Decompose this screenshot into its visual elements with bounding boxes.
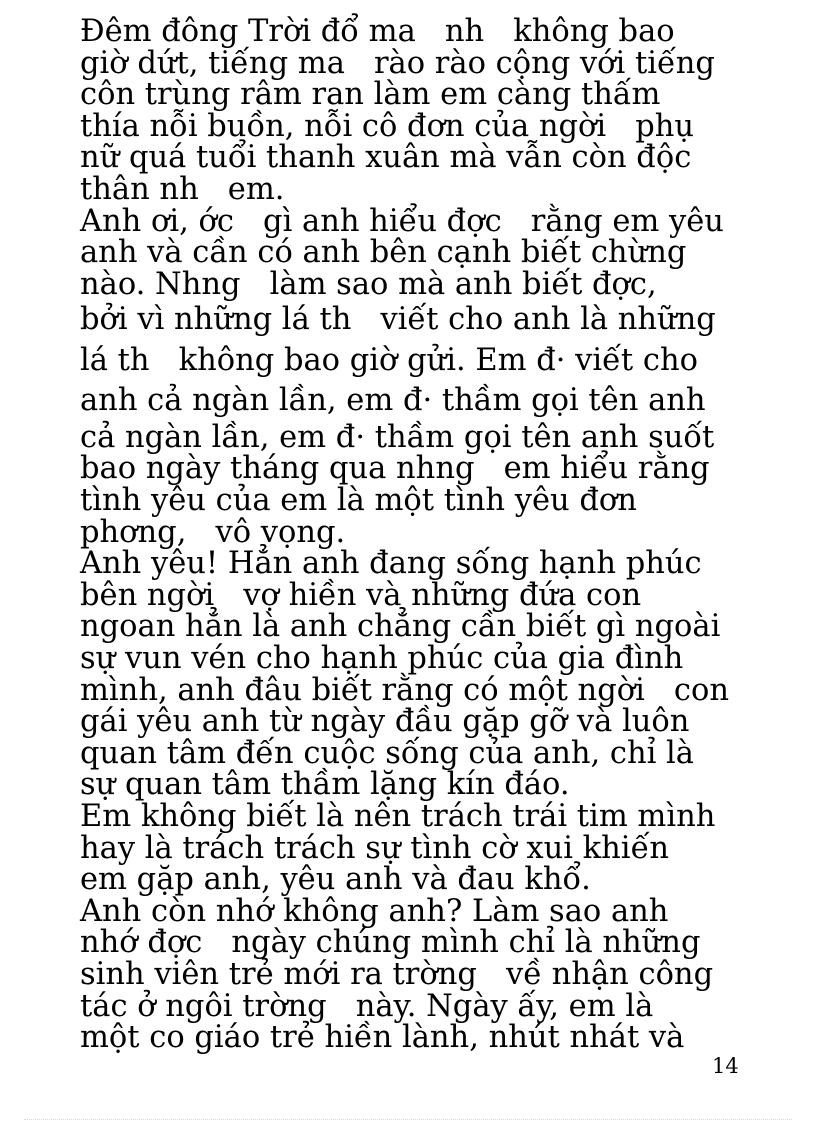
text-line: anh cả ngàn lần, em đ· thầm gọi tên anh	[80, 383, 706, 419]
text-line: giờ dứt, tiếng ma rào rào cộng với tiếng	[80, 45, 715, 81]
text-line: gái yêu anh từ ngày đầu gặp gỡ và luôn	[80, 704, 690, 740]
text-line: bên ngời vợ hiền và những đứa con	[80, 577, 642, 613]
text-line: côn trùng râm ran làm em càng thấm	[80, 77, 661, 113]
text-line: nào. Nhng làm sao mà anh biết đợc,	[80, 266, 657, 302]
text-line: tình yêu của em là một tình yêu đơn	[80, 483, 637, 519]
text-line: sự vun vén cho hạnh phúc của gia đình	[80, 641, 684, 676]
text-line: Em không biết là nên trách trái tim mình	[80, 798, 716, 834]
text-line: quan tâm đến cuộc sống của anh, chỉ là	[80, 735, 694, 771]
body-text	[80, 16, 780, 1054]
text-line: nữ quá tuổi thanh xuân mà vẫn còn độc	[80, 140, 692, 176]
text-line: Anh yêu! Hẳn anh đang sống hạnh phúc	[80, 546, 702, 582]
text-line: cả ngàn lần, em đ· thầm gọi tên anh suốt	[80, 419, 715, 455]
text-line: em gặp anh, yêu anh và đau khổ.	[80, 862, 591, 898]
text-line: bởi vì những lá th viết cho anh là những	[80, 302, 716, 338]
text-line: lá th không bao giờ gửi. Em đ· viết cho	[80, 342, 698, 378]
text-line: thía nỗi buồn, nỗi cô đơn của ngời phụ	[80, 108, 695, 144]
text-line: Anh ơi, ớc gì anh hiểu đợc rằng em yêu	[80, 203, 724, 239]
text-line: hay là trách trách sự tình cờ xui khiến	[80, 830, 669, 866]
text-line: tác ở ngôi trờng này. Ngày ấy, em là	[80, 988, 654, 1024]
text-line: bao ngày tháng qua nhng em hiểu rằng	[80, 451, 710, 487]
text-line: nhớ đợc ngày chúng mình chỉ là những	[80, 925, 701, 961]
text-line: một co giáo trẻ hiền lành, nhút nhát và	[80, 1020, 685, 1056]
text-line: thân nh em.	[80, 171, 285, 207]
text-line: phơng, vô vọng.	[80, 514, 346, 550]
text-line: sự quan tâm thầm lặng kín đáo.	[80, 767, 570, 803]
text-line: ngoan hẳn là anh chẳng cần biết gì ngoài	[80, 609, 721, 645]
page-number: 14	[712, 1054, 739, 1078]
text-line: Đêm đông Trời đổ ma nh không bao	[80, 14, 675, 49]
text-line: anh và cần có anh bên cạnh biết chừng	[80, 235, 687, 271]
page-bottom-divider	[24, 1119, 792, 1120]
text-line: mình, anh đâu biết rằng có một ngời con	[80, 672, 730, 708]
text-line: sinh viên trẻ mới ra trờng về nhận công	[80, 956, 714, 992]
text-line: Anh còn nhớ không anh? Làm sao anh	[80, 893, 669, 929]
